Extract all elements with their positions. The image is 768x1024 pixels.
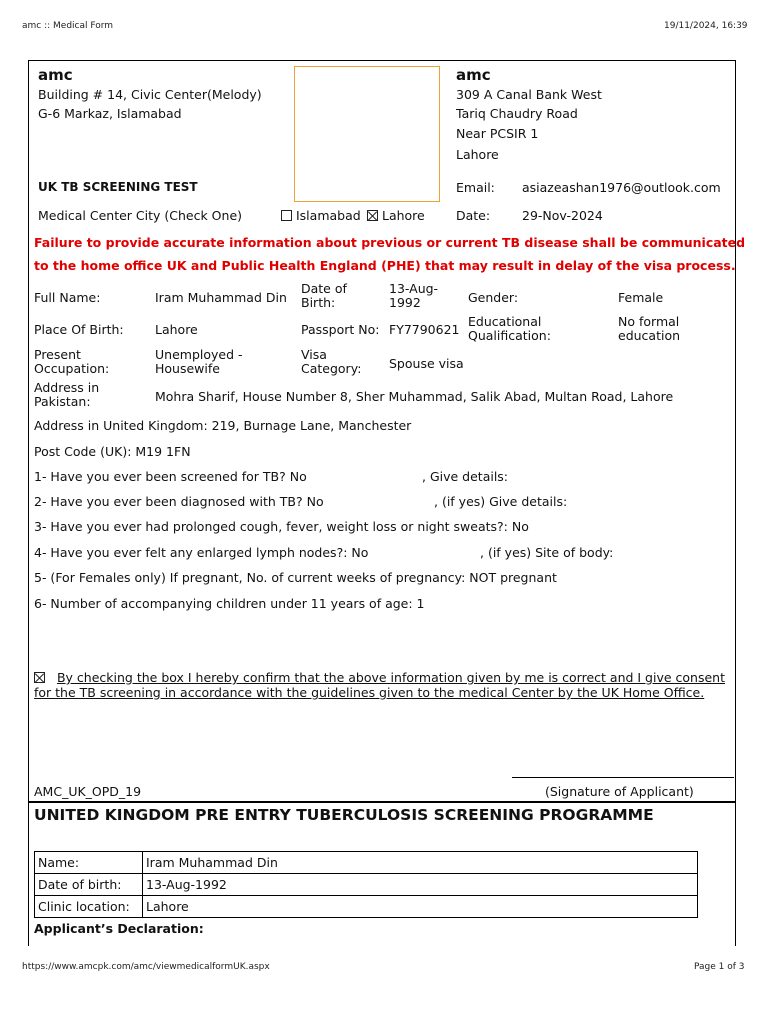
question-5: 5- (For Females only) If pregnant, No. of current weeks of pregnancy: NOT pregnant (34, 570, 557, 585)
test-title: UK TB SCREENING TEST (38, 180, 198, 194)
pob-value: Lahore (155, 322, 198, 337)
left-center-address-2: G-6 Markaz, Islamabad (38, 106, 182, 121)
consent-line-1: By checking the box I hereby confirm that the above information given by me is correct and I give consent (56, 670, 725, 685)
post-code-uk: Post Code (UK): M19 1FN (34, 444, 191, 459)
address-uk: Address in United Kingdom: 219, Burnage Lane, Manchester (34, 418, 412, 433)
gender-label: Gender: (468, 290, 519, 305)
visa-value: Spouse visa (389, 356, 464, 371)
email-value: asiazeashan1976@outlook.com (522, 180, 721, 195)
programme-title: UNITED KINGDOM PRE ENTRY TUBERCULOSIS SCREENING PROGRAMME (34, 806, 654, 824)
education-value: No formal education (618, 314, 681, 343)
islamabad-label: Islamabad (295, 208, 361, 223)
consent-checkbox-checked[interactable] (34, 672, 45, 683)
print-title: amc :: Medical Form (22, 21, 114, 31)
pob-label: Place Of Birth: (34, 322, 124, 337)
occupation-label: Present Occupation: (34, 347, 110, 376)
date-label: Date: (456, 208, 491, 223)
consent-block (34, 670, 734, 700)
address-pk-label: Address in Pakistan: (34, 380, 100, 409)
city-option-lahore[interactable] (367, 208, 425, 223)
form-code: AMC_UK_OPD_19 (34, 784, 142, 799)
full-name-label: Full Name: (34, 290, 101, 305)
question-4: 4- Have you ever felt any enlarged lymph nodes?: No (34, 545, 369, 560)
question-4-details: , (if yes) Site of body: (480, 545, 614, 560)
dob-label: Date of Birth: (301, 281, 347, 310)
right-center-address-2: Tariq Chaudry Road (456, 106, 578, 121)
photo-placeholder (294, 66, 440, 202)
visa-label: Visa Category: (301, 347, 362, 376)
gender-value: Female (618, 290, 664, 305)
city-label: Medical Center City (Check One) (38, 208, 243, 223)
full-name-value: Iram Muhammad Din (155, 290, 287, 305)
city-option-islamabad[interactable] (281, 208, 361, 223)
table-row (35, 896, 698, 918)
right-center-address-1: 309 A Canal Bank West (456, 87, 602, 102)
right-center-address-4: Lahore (456, 147, 499, 162)
summary-value: Iram Muhammad Din (143, 852, 698, 874)
summary-label: Name: (35, 852, 143, 874)
print-datetime: 19/11/2024, 16:39 (664, 21, 748, 31)
question-2-details: , (if yes) Give details: (434, 494, 568, 509)
warning-line-2: to the home office UK and Public Health England (PHE) that may result in delay of the visa process. (34, 258, 736, 273)
islamabad-checkbox[interactable] (281, 210, 292, 221)
section-divider (29, 801, 735, 803)
email-label: Email: (456, 180, 495, 195)
signature-line (512, 777, 734, 778)
lahore-checkbox-checked[interactable] (367, 210, 378, 221)
right-center-logo: amc (456, 66, 491, 84)
passport-value: FY7790621 (389, 322, 460, 337)
question-6: 6- Number of accompanying children under 11 years of age: 1 (34, 596, 425, 611)
right-center-address-3: Near PCSIR 1 (456, 126, 539, 141)
summary-value: 13-Aug-1992 (143, 874, 698, 896)
summary-label: Clinic location: (35, 896, 143, 918)
address-pk-value: Mohra Sharif, House Number 8, Sher Muhammad, Salik Abad, Multan Road, Lahore (155, 389, 674, 404)
table-row (35, 874, 698, 896)
print-page-number: Page 1 of 3 (694, 962, 745, 972)
table-row (35, 852, 698, 874)
dob-value: 13-Aug- 1992 (389, 281, 439, 310)
summary-value: Lahore (143, 896, 698, 918)
signature-label: (Signature of Applicant) (545, 784, 694, 799)
warning-line-1: Failure to provide accurate information about previous or current TB disease shall be communicated (34, 235, 746, 250)
education-label: Educational Qualification: (468, 314, 551, 343)
applicant-summary-table (34, 851, 698, 918)
applicant-declaration-heading: Applicant’s Declaration: (34, 921, 204, 936)
question-3: 3- Have you ever had prolonged cough, fever, weight loss or night sweats?: No (34, 519, 529, 534)
date-value: 29-Nov-2024 (522, 208, 603, 223)
question-1-details: , Give details: (422, 469, 509, 484)
left-center-logo: amc (38, 66, 73, 84)
question-1: 1- Have you ever been screened for TB? No (34, 469, 307, 484)
question-2: 2- Have you ever been diagnosed with TB? No (34, 494, 324, 509)
summary-label: Date of birth: (35, 874, 143, 896)
print-url: https://www.amcpk.com/amc/viewmedicalformUK.aspx (22, 962, 270, 972)
passport-label: Passport No: (301, 322, 380, 337)
occupation-value: Unemployed - Housewife (155, 347, 243, 376)
lahore-label: Lahore (381, 208, 425, 223)
consent-line-2: for the TB screening in accordance with the guidelines given to the medical Center by the UK Home Office. (34, 685, 705, 700)
left-center-address-1: Building # 14, Civic Center(Melody) (38, 87, 262, 102)
